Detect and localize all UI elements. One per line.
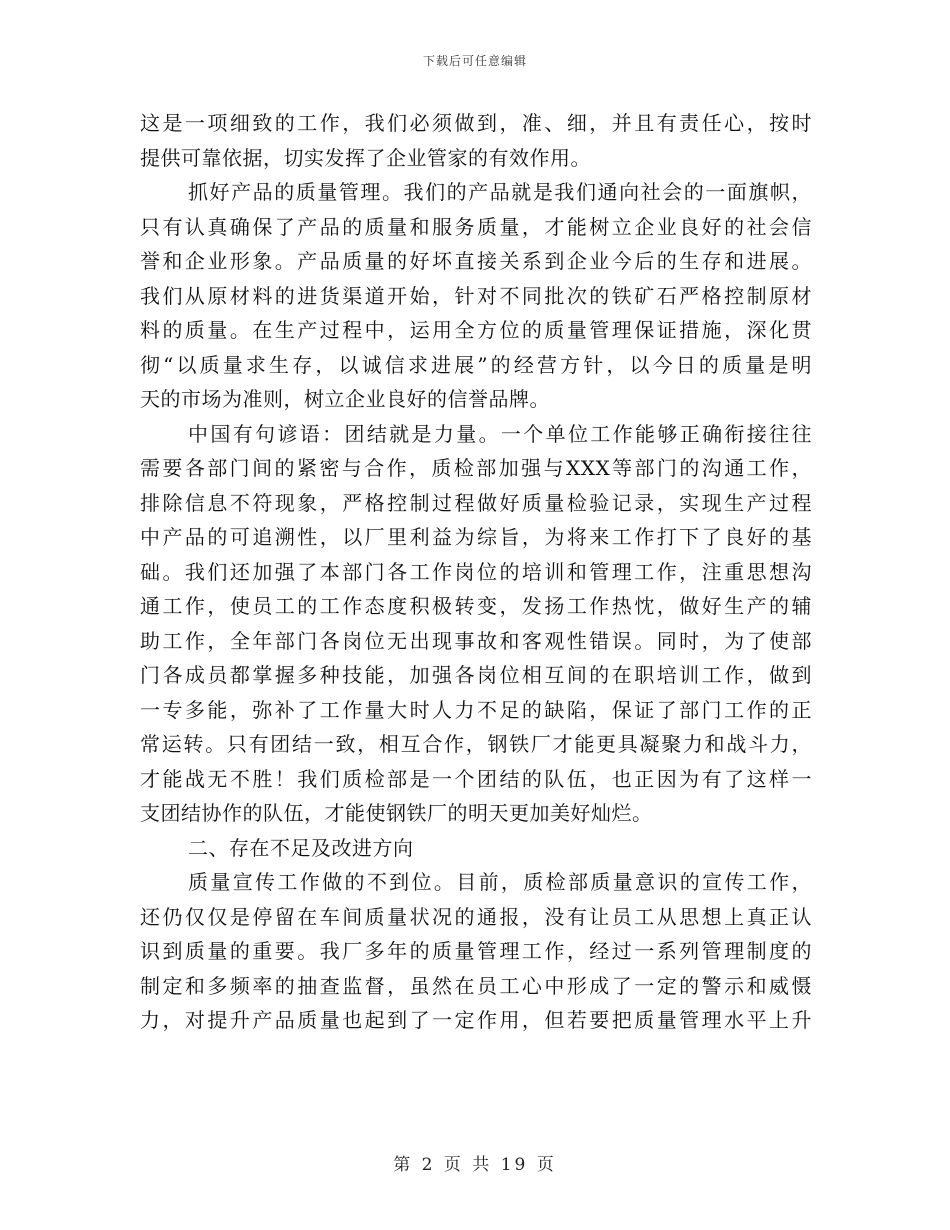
text-line: 中产品的可追溯性，以厂里利益为综旨，为将来工作打下了良好的基 bbox=[140, 525, 812, 549]
paragraph bbox=[140, 175, 812, 417]
text-line: 支团结协作的队伍，才能使钢铁厂的明天更加美好灿烂。 bbox=[140, 801, 653, 825]
text-line: 门各成员都掌握多种技能，加强各岗位相互间的在职培训工作，做到 bbox=[140, 663, 812, 687]
text-line: 一专多能，弥补了工作量大时人力不足的缺陷，保证了部门工作的正 bbox=[140, 697, 812, 722]
text-line: 通工作，使员工的工作态度积极转变，发扬工作热忱，做好生产的辅 bbox=[140, 594, 812, 618]
text-line: 还仍仅仅是停留在车间质量状况的通报，没有让员工从思想上真正认 bbox=[140, 904, 812, 929]
text-line: 排除信息不符现象，严格控制过程做好质量检验记录，实现生产过程 bbox=[140, 490, 812, 515]
text-line: 天的市场为准则，树立企业良好的信誉品牌。 bbox=[140, 387, 550, 411]
text-line: 识到质量的重要。我厂多年的质量管理工作，经过一系列管理制度的 bbox=[140, 939, 812, 963]
document-body bbox=[140, 106, 812, 1038]
page-header: 下载后可任意编辑 bbox=[422, 54, 527, 68]
page-footer: 第 2 页 共 19 页 bbox=[393, 1155, 557, 1175]
text-line: 制定和多频率的抽查监督，虽然在员工心中形成了一定的警示和威慑 bbox=[140, 973, 812, 998]
text-line: 料的质量。在生产过程中，运用全方位的质量管理保证措施，深化贯 bbox=[140, 318, 812, 342]
text-line: 础。我们还加强了本部门各工作岗位的培训和管理工作，注重思想沟 bbox=[140, 559, 812, 584]
text-line: 常运转。只有团结一致，相互合作，钢铁厂才能更具凝聚力和战斗力， bbox=[140, 732, 812, 756]
text-line: 只有认真确保了产品的质量和服务质量，才能树立企业良好的社会信 bbox=[140, 214, 812, 239]
paragraph bbox=[140, 865, 812, 1038]
text-line: 助工作，全年部门各岗位无出现事故和客观性错误。同时，为了使部 bbox=[140, 628, 812, 653]
text-line: 抓好产品的质量管理。我们的产品就是我们通向社会的一面旗帜， bbox=[188, 180, 812, 204]
text-line: 需要各部门间的紧密与合作，质检部加强与XXX等部门的沟通工作， bbox=[140, 456, 812, 480]
text-line: 这是一项细致的工作，我们必须做到，准、细，并且有责任心，按时 bbox=[140, 111, 812, 135]
text-line: 才能战无不胜！我们质检部是一个团结的队伍，也正因为有了这样一 bbox=[140, 766, 812, 791]
text-line: 中国有句谚语：团结就是力量。一个单位工作能够正确衔接往往 bbox=[188, 421, 812, 446]
paragraph bbox=[140, 106, 812, 175]
text-line: 二、存在不足及改进方向 bbox=[188, 835, 414, 860]
text-line: 誉和企业形象。产品质量的好坏直接关系到企业今后的生存和进展。 bbox=[140, 249, 812, 273]
paragraph bbox=[140, 417, 812, 831]
text-line: 力，对提升产品质量也起到了一定作用，但若要把质量管理水平上升 bbox=[140, 1008, 812, 1032]
text-line: 质量宣传工作做的不到位。目前，质检部质量意识的宣传工作， bbox=[188, 870, 812, 894]
text-line: 我们从原材料的进货渠道开始，针对不同批次的铁矿石严格控制原材 bbox=[140, 283, 812, 308]
text-line: 彻“以质量求生存，以诚信求进展”的经营方针，以今日的质量是明 bbox=[140, 352, 812, 377]
paragraph bbox=[140, 831, 812, 866]
text-line: 提供可靠依据，切实发挥了企业管家的有效作用。 bbox=[140, 145, 591, 170]
